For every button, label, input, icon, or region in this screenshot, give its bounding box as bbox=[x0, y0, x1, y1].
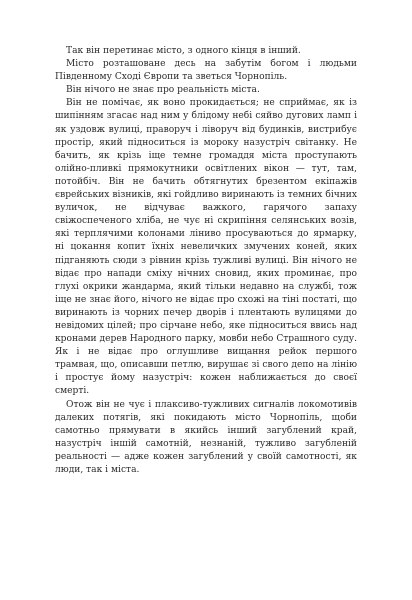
body-text bbox=[55, 45, 357, 477]
paragraph: Він нічого не знає про реальність міста. bbox=[66, 85, 260, 96]
paragraph: Так він перетинає місто, з одного кінця в інший. bbox=[66, 46, 301, 56]
paragraph: Отож він не чує і плаксиво-тужливих сигналів локомотивів далеких потягів, які покидають місто Чорнопіль, щоби самотньо прямувати в якийсь інший загублений край, назустріч іншій самотній, незнаній, тужливо загубленій реальності — адже кожен загублений у своїй самотності, як люди, так і міста. bbox=[55, 399, 357, 475]
paragraph: Він не помічає, як воно прокидається; не сприймає, як із шипінням згасає над ним у блідому небі сяйво дугових ламп і як уздовж вулиці, праворуч і ліворуч від будинків, вистрибує простір, який підноситься із мороку назустріч світанку. Не бачить, як крізь іще темне громаддя міста проступають олійно-пливкі прямокутники освітлених вікон — тут, там, потойбіч. Він не бачить обтягнутих брезентом екіпажів єврейських візників, які гойдливо виринають із темних бічних вуличок, не відчуває важкого, гарячого запаху свіжоспеченого хліба, не чує ні скрипіння селянських возів, які терплячими колонами ліниво просуваються до ярмарку, ні цокання копит їхніх невеличких змучених коней, яких підганяють сюди з рівнин крізь тужливі вулиці. Він нічого не відає про напади сміху нічних сновид, яких проминає, про глухі окрики жандарма, який тільки недавно на службі, тож іще не знає його, нічого не відає про схожі на тіні постаті, що виринають із чорних печер дворів і плентають вулицями до невідомих цілей; про сірчане небо, яке підноситься ввись над кронами дерев Народного парку, мовби небо Страшного суду. Як і не відає про оглушливе вищання рейок першого трамвая, що, описавши петлю, вирушає зі свого депо на лінію і простує йому назустріч: кожен наближається до своєї смерті. bbox=[55, 98, 357, 397]
paragraph: Місто розташоване десь на забутім богом і людьми Південному Сході Європи та зветься Чорнопіль. bbox=[55, 59, 357, 83]
